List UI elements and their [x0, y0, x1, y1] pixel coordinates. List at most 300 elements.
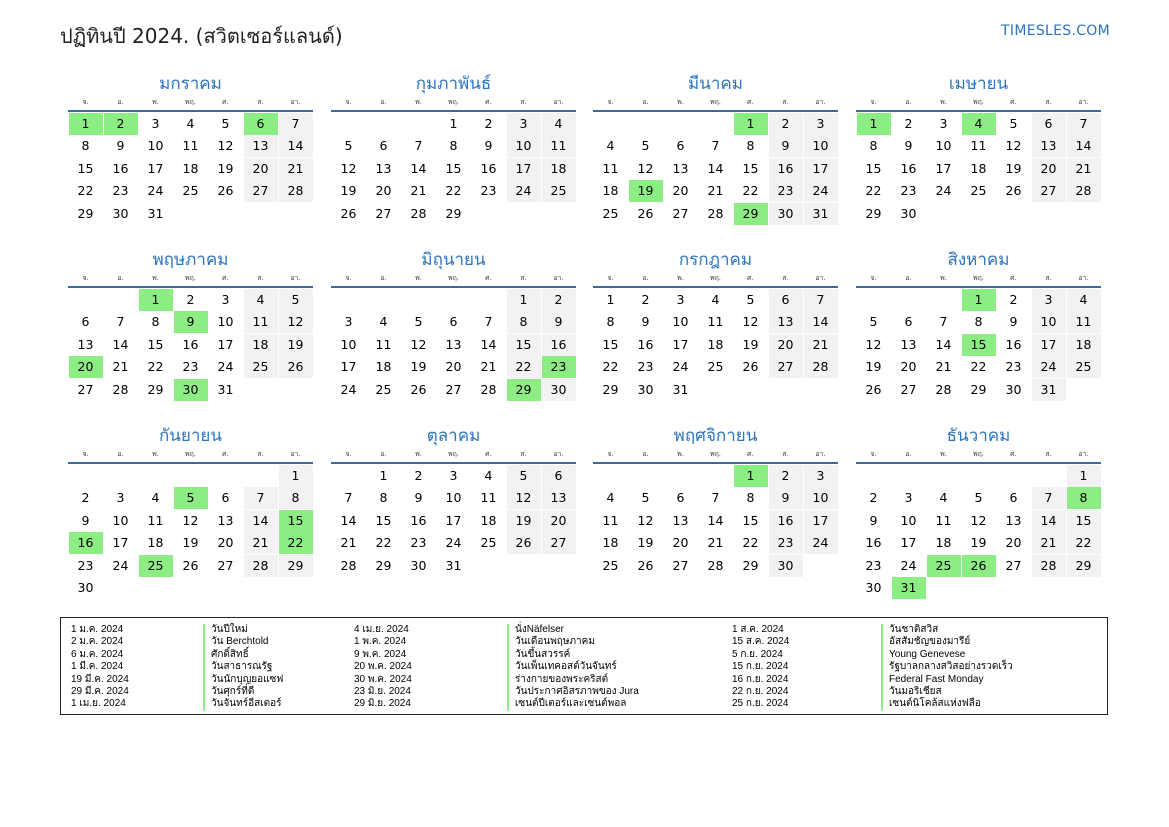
- day-cell: 24: [147, 183, 164, 198]
- weekday-label: พฤ.: [447, 274, 460, 282]
- weekday-label: อ.: [642, 274, 649, 282]
- day-cell: 13: [217, 512, 234, 528]
- weekday-label: ศ.: [485, 98, 492, 106]
- weekday-label: พฤ.: [447, 450, 460, 458]
- day-cell: 31: [147, 205, 164, 221]
- day-cell: 7: [344, 490, 353, 505]
- legend-holiday-name: วันเดือนพฤษภาคม: [515, 636, 595, 648]
- week-row: [68, 532, 313, 554]
- day-cell: 26: [279, 356, 313, 378]
- day-cell: 20: [672, 535, 689, 550]
- month-name: มีนาคม: [688, 74, 743, 94]
- day-cell: 2: [869, 490, 878, 505]
- day-cell: 21: [480, 359, 497, 374]
- weekday-label: จ.: [870, 450, 877, 458]
- day-cell: 28: [340, 557, 357, 573]
- legend-holiday-name: รัฐบาลกลางสวิสอย่างรวดเร็ว: [889, 661, 1013, 673]
- day-cell: 9: [81, 512, 90, 528]
- day-cell: 3: [676, 291, 685, 307]
- day-cell: 31: [672, 381, 689, 397]
- day-cell: 23: [637, 359, 654, 374]
- legend-date: 25 ก.ย. 2024: [732, 698, 789, 710]
- legend-names-col-3: [881, 624, 1013, 711]
- day-cell: 3: [449, 467, 458, 483]
- weekday-label: พฤ.: [184, 98, 197, 106]
- day-cell: 31: [804, 203, 838, 225]
- legend-holiday-name: วันศุกร์ที่ดี: [211, 686, 255, 698]
- weekday-label: อ.: [905, 274, 912, 282]
- day-cell: 1: [606, 291, 615, 307]
- empty-day-cell: [104, 289, 138, 311]
- day-cell: 7: [116, 314, 125, 329]
- week-row: [593, 135, 838, 157]
- day-cell: 7: [484, 314, 493, 329]
- week-row: [331, 135, 576, 157]
- day-cell: 25: [182, 183, 199, 198]
- holiday-day-cell: 31: [892, 577, 926, 599]
- week-row: [68, 311, 313, 333]
- month-block: [68, 72, 313, 225]
- legend-holiday-name: วันจันทร์อีสเตอร์: [211, 698, 282, 710]
- holiday-day-cell: 15: [962, 334, 996, 356]
- empty-day-cell: [507, 203, 541, 225]
- holiday-day-cell: 29: [507, 379, 541, 401]
- week-row: [68, 379, 313, 401]
- day-cell: 22: [602, 359, 619, 374]
- weekday-label: จ.: [82, 274, 89, 282]
- week-row: [68, 510, 313, 532]
- day-cell: 23: [410, 535, 427, 550]
- day-cell: 29: [279, 555, 313, 577]
- week-row: [593, 356, 838, 378]
- weekday-label: ศ.: [485, 450, 492, 458]
- day-cell: 6: [769, 289, 803, 311]
- empty-day-cell: [209, 465, 243, 487]
- weekday-label: ส.: [782, 450, 789, 458]
- legend-names-col-2: [507, 624, 639, 711]
- day-cell: 22: [147, 359, 164, 374]
- weekday-label: พฤ.: [709, 98, 722, 106]
- day-cell: 12: [279, 311, 313, 333]
- day-cell: 19: [970, 535, 987, 550]
- weekday-label: พ.: [677, 98, 684, 106]
- day-cell: 27: [77, 381, 94, 397]
- month-name: มิถุนายน: [421, 250, 486, 270]
- day-cell: 24: [804, 180, 838, 202]
- page-title: ปฏิทินปี 2024. (สวิตเซอร์แลนด์): [60, 24, 343, 48]
- legend-holiday-name: Young Genevese: [889, 648, 966, 660]
- day-cell: 23: [865, 557, 882, 573]
- day-cell: 18: [707, 336, 724, 352]
- day-cell: 26: [507, 532, 541, 554]
- day-cell: 18: [602, 183, 619, 198]
- weekday-label: อ.: [642, 450, 649, 458]
- weekday-label: พ.: [152, 450, 159, 458]
- week-row: [593, 532, 838, 554]
- empty-day-cell: [542, 203, 576, 225]
- month-block: [856, 424, 1101, 599]
- legend-holiday-name: วันสาธารณรัฐ: [211, 661, 273, 673]
- day-cell: 11: [182, 138, 199, 153]
- empty-day-cell: [367, 289, 401, 311]
- day-cell: 4: [151, 490, 160, 505]
- day-cell: 27: [1005, 557, 1022, 573]
- empty-day-cell: [1067, 379, 1101, 401]
- empty-day-cell: [769, 379, 803, 401]
- week-row: [593, 203, 838, 225]
- day-cell: 9: [769, 487, 803, 509]
- day-cell: 10: [147, 138, 164, 153]
- day-cell: 8: [279, 487, 313, 509]
- day-cell: 27: [445, 381, 462, 397]
- brand-link[interactable]: TIMESLES.COM: [1001, 23, 1110, 39]
- weekday-label: จ.: [870, 98, 877, 106]
- day-cell: 29: [1067, 555, 1101, 577]
- day-cell: 27: [672, 557, 689, 573]
- day-cell: 4: [542, 113, 576, 135]
- weekday-label: พฤ.: [972, 274, 985, 282]
- week-row: [856, 289, 1101, 311]
- legend-date: 20 พ.ค. 2024: [354, 661, 412, 673]
- day-cell: 8: [81, 138, 90, 153]
- holiday-day-cell: 30: [174, 379, 208, 401]
- week-row: [856, 113, 1101, 135]
- empty-day-cell: [664, 113, 698, 135]
- day-cell: 4: [1067, 289, 1101, 311]
- day-cell: 29: [865, 205, 882, 221]
- month-block: [593, 424, 838, 577]
- day-cell: 28: [1032, 555, 1066, 577]
- day-cell: 2: [769, 465, 803, 487]
- week-row: [331, 465, 576, 487]
- weekday-label: พ.: [677, 274, 684, 282]
- month-name: กุมภาพันธ์: [415, 74, 492, 94]
- week-row: [331, 532, 576, 554]
- day-cell: 24: [340, 381, 357, 397]
- day-cell: 18: [375, 359, 392, 374]
- day-cell: 8: [507, 311, 541, 333]
- holiday-legend: [60, 617, 1108, 715]
- day-cell: 6: [1032, 113, 1066, 135]
- day-cell: 1: [449, 115, 458, 131]
- day-cell: 15: [507, 334, 541, 356]
- month-name: เมษายน: [948, 74, 1009, 94]
- day-cell: 20: [769, 334, 803, 356]
- day-cell: 10: [1032, 311, 1066, 333]
- legend-holiday-name: นั่งNäfelser: [515, 624, 564, 635]
- day-cell: 22: [742, 535, 759, 550]
- weekday-label: พฤ.: [184, 450, 197, 458]
- day-cell: 17: [445, 512, 462, 528]
- day-cell: 25: [542, 180, 576, 202]
- day-cell: 10: [445, 490, 462, 505]
- day-cell: 17: [112, 535, 129, 550]
- weekday-label: ศ.: [1010, 98, 1017, 106]
- day-cell: 16: [410, 512, 427, 528]
- empty-day-cell: [1067, 203, 1101, 225]
- day-cell: 15: [77, 160, 94, 176]
- day-cell: 10: [900, 512, 917, 528]
- day-cell: 9: [904, 138, 913, 153]
- holiday-day-cell: 5: [174, 487, 208, 509]
- empty-day-cell: [402, 113, 436, 135]
- weekday-label: อ.: [117, 450, 124, 458]
- empty-day-cell: [209, 577, 243, 599]
- weekday-label: ส.: [782, 274, 789, 282]
- month-name: พฤษภาคม: [152, 250, 229, 270]
- day-cell: 11: [375, 336, 392, 352]
- day-cell: 12: [865, 336, 882, 352]
- week-row: [331, 180, 576, 202]
- day-cell: 23: [480, 183, 497, 198]
- day-cell: 13: [1032, 135, 1066, 157]
- empty-day-cell: [507, 555, 541, 577]
- day-cell: 21: [112, 359, 129, 374]
- day-cell: 21: [279, 158, 313, 180]
- day-cell: 15: [147, 336, 164, 352]
- week-row: [331, 113, 576, 135]
- legend-holiday-name: วันประกาศอิสรภาพของ Jura: [515, 686, 639, 698]
- week-row: [856, 532, 1101, 554]
- empty-day-cell: [997, 465, 1031, 487]
- day-cell: 16: [769, 158, 803, 180]
- weekday-label: พฤ.: [709, 274, 722, 282]
- day-cell: 18: [182, 160, 199, 176]
- day-cell: 11: [602, 160, 619, 176]
- holiday-day-cell: 8: [1067, 487, 1101, 509]
- day-cell: 18: [935, 535, 952, 550]
- day-cell: 12: [742, 314, 759, 329]
- holiday-day-cell: 19: [629, 180, 663, 202]
- empty-day-cell: [962, 203, 996, 225]
- week-row: [593, 379, 838, 401]
- week-row: [856, 555, 1101, 577]
- weekday-header: [593, 96, 838, 112]
- empty-day-cell: [332, 113, 366, 135]
- weekday-label: ศ.: [222, 274, 229, 282]
- day-cell: 13: [445, 336, 462, 352]
- day-cell: 7: [804, 289, 838, 311]
- day-cell: 21: [410, 183, 427, 198]
- weekday-label: อา.: [290, 274, 301, 282]
- weekday-label: ส.: [1045, 450, 1052, 458]
- week-row: [68, 334, 313, 356]
- month-name: พฤศจิกายน: [673, 426, 758, 446]
- day-cell: 20: [244, 158, 278, 180]
- legend-date: 23 มิ.ย. 2024: [354, 686, 411, 698]
- holiday-day-cell: 25: [139, 555, 173, 577]
- day-cell: 21: [707, 535, 724, 550]
- day-cell: 5: [974, 490, 983, 505]
- day-cell: 31: [217, 381, 234, 397]
- day-cell: 27: [244, 180, 278, 202]
- weekday-label: จ.: [82, 450, 89, 458]
- day-cell: 20: [672, 183, 689, 198]
- day-cell: 17: [935, 160, 952, 176]
- weekday-label: ส.: [1045, 274, 1052, 282]
- day-cell: 20: [542, 510, 576, 532]
- legend-date: 5 ก.ย. 2024: [732, 648, 783, 660]
- day-cell: 4: [939, 490, 948, 505]
- empty-day-cell: [997, 577, 1031, 599]
- day-cell: 14: [935, 336, 952, 352]
- empty-day-cell: [279, 203, 313, 225]
- day-cell: 23: [77, 557, 94, 573]
- weekday-label: พ.: [940, 274, 947, 282]
- day-cell: 6: [1009, 490, 1018, 505]
- week-row: [593, 113, 838, 135]
- week-row: [68, 113, 313, 135]
- weekday-header: [68, 448, 313, 464]
- day-cell: 29: [77, 205, 94, 221]
- day-cell: 1: [1067, 465, 1101, 487]
- day-cell: 20: [217, 535, 234, 550]
- weekday-label: ศ.: [747, 450, 754, 458]
- empty-day-cell: [892, 289, 926, 311]
- month-block: [593, 248, 838, 401]
- weekday-label: ส.: [782, 98, 789, 106]
- month-name: กรกฎาคม: [678, 250, 753, 270]
- day-cell: 27: [900, 381, 917, 397]
- day-cell: 8: [869, 138, 878, 153]
- legend-holiday-name: วันเพ็นเทคอสต์วันจันทร์: [515, 661, 617, 673]
- legend-date: 29 มิ.ย. 2024: [354, 698, 411, 710]
- empty-day-cell: [104, 577, 138, 599]
- week-row: [68, 289, 313, 311]
- legend-dates-col-3: [732, 624, 789, 711]
- weekday-label: พ.: [152, 274, 159, 282]
- day-cell: 16: [542, 334, 576, 356]
- legend-date: 1 ส.ค. 2024: [732, 624, 784, 635]
- weekday-header: [856, 272, 1101, 288]
- day-cell: 14: [279, 135, 313, 157]
- day-cell: 16: [1005, 336, 1022, 352]
- day-cell: 29: [375, 557, 392, 573]
- day-cell: 13: [769, 311, 803, 333]
- holiday-day-cell: 29: [734, 203, 768, 225]
- day-cell: 9: [414, 490, 423, 505]
- week-row: [856, 180, 1101, 202]
- week-row: [856, 334, 1101, 356]
- day-cell: 13: [900, 336, 917, 352]
- day-cell: 22: [865, 183, 882, 198]
- week-row: [593, 465, 838, 487]
- weekday-label: จ.: [345, 450, 352, 458]
- day-cell: 25: [602, 557, 619, 573]
- day-cell: 17: [672, 336, 689, 352]
- day-cell: 14: [244, 510, 278, 532]
- month-block: [331, 72, 576, 225]
- day-cell: 25: [480, 535, 497, 550]
- day-cell: 17: [804, 158, 838, 180]
- day-cell: 18: [970, 160, 987, 176]
- day-cell: 22: [375, 535, 392, 550]
- day-cell: 2: [904, 115, 913, 131]
- day-cell: 3: [904, 490, 913, 505]
- empty-day-cell: [209, 203, 243, 225]
- week-row: [68, 465, 313, 487]
- day-cell: 7: [279, 113, 313, 135]
- day-cell: 16: [480, 160, 497, 176]
- month-name: กันยายน: [158, 426, 222, 446]
- weekday-label: พฤ.: [972, 450, 985, 458]
- legend-date: 1 มี.ค. 2024: [71, 661, 124, 673]
- day-cell: 27: [375, 205, 392, 221]
- empty-day-cell: [279, 379, 313, 401]
- day-cell: 14: [410, 160, 427, 176]
- day-cell: 11: [602, 512, 619, 528]
- week-row: [68, 158, 313, 180]
- holiday-day-cell: 1: [69, 113, 103, 135]
- day-cell: 30: [410, 557, 427, 573]
- day-cell: 19: [742, 336, 759, 352]
- day-cell: 30: [865, 580, 882, 595]
- day-cell: 26: [637, 557, 654, 573]
- day-cell: 23: [769, 180, 803, 202]
- legend-date: 1 ม.ค. 2024: [71, 624, 124, 635]
- day-cell: 2: [769, 113, 803, 135]
- legend-date: 22 ก.ย. 2024: [732, 686, 789, 698]
- week-row: [331, 311, 576, 333]
- legend-names-col-1: [203, 624, 283, 711]
- day-cell: 13: [672, 512, 689, 528]
- legend-date: 2 ม.ค. 2024: [71, 636, 124, 648]
- legend-holiday-name: วันขึ้นสวรรค์: [515, 648, 571, 660]
- day-cell: 19: [182, 535, 199, 550]
- day-cell: 1: [379, 467, 388, 483]
- empty-day-cell: [174, 577, 208, 599]
- weekday-label: อ.: [380, 274, 387, 282]
- day-cell: 5: [414, 314, 423, 329]
- weekday-label: พฤ.: [184, 274, 197, 282]
- empty-day-cell: [139, 465, 173, 487]
- day-cell: 10: [804, 135, 838, 157]
- weekday-label: อ.: [380, 450, 387, 458]
- day-cell: 28: [480, 381, 497, 397]
- holiday-day-cell: 1: [734, 113, 768, 135]
- weekday-label: ศ.: [222, 98, 229, 106]
- day-cell: 21: [1032, 532, 1066, 554]
- legend-dates-col-2: [354, 624, 412, 711]
- day-cell: 9: [641, 314, 650, 329]
- day-cell: 8: [974, 314, 983, 329]
- weekday-label: อ.: [642, 98, 649, 106]
- weekday-label: อา.: [1078, 98, 1089, 106]
- day-cell: 27: [542, 532, 576, 554]
- day-cell: 8: [746, 138, 755, 153]
- day-cell: 17: [340, 359, 357, 374]
- weekday-header: [68, 96, 313, 112]
- week-row: [68, 356, 313, 378]
- day-cell: 15: [602, 336, 619, 352]
- holiday-day-cell: 1: [139, 289, 173, 311]
- month-block: [68, 248, 313, 401]
- day-cell: 17: [1032, 334, 1066, 356]
- day-cell: 24: [900, 557, 917, 573]
- week-row: [593, 334, 838, 356]
- day-cell: 26: [410, 381, 427, 397]
- day-cell: 6: [904, 314, 913, 329]
- empty-day-cell: [664, 465, 698, 487]
- holiday-day-cell: 15: [279, 510, 313, 532]
- weekday-label: อา.: [815, 98, 826, 106]
- day-cell: 4: [606, 138, 615, 153]
- day-cell: 2: [1009, 291, 1018, 307]
- day-cell: 8: [449, 138, 458, 153]
- weekday-header: [331, 96, 576, 112]
- weekday-label: อา.: [553, 98, 564, 106]
- legend-holiday-name: อัสสัมชัญของมารีย์: [889, 636, 971, 648]
